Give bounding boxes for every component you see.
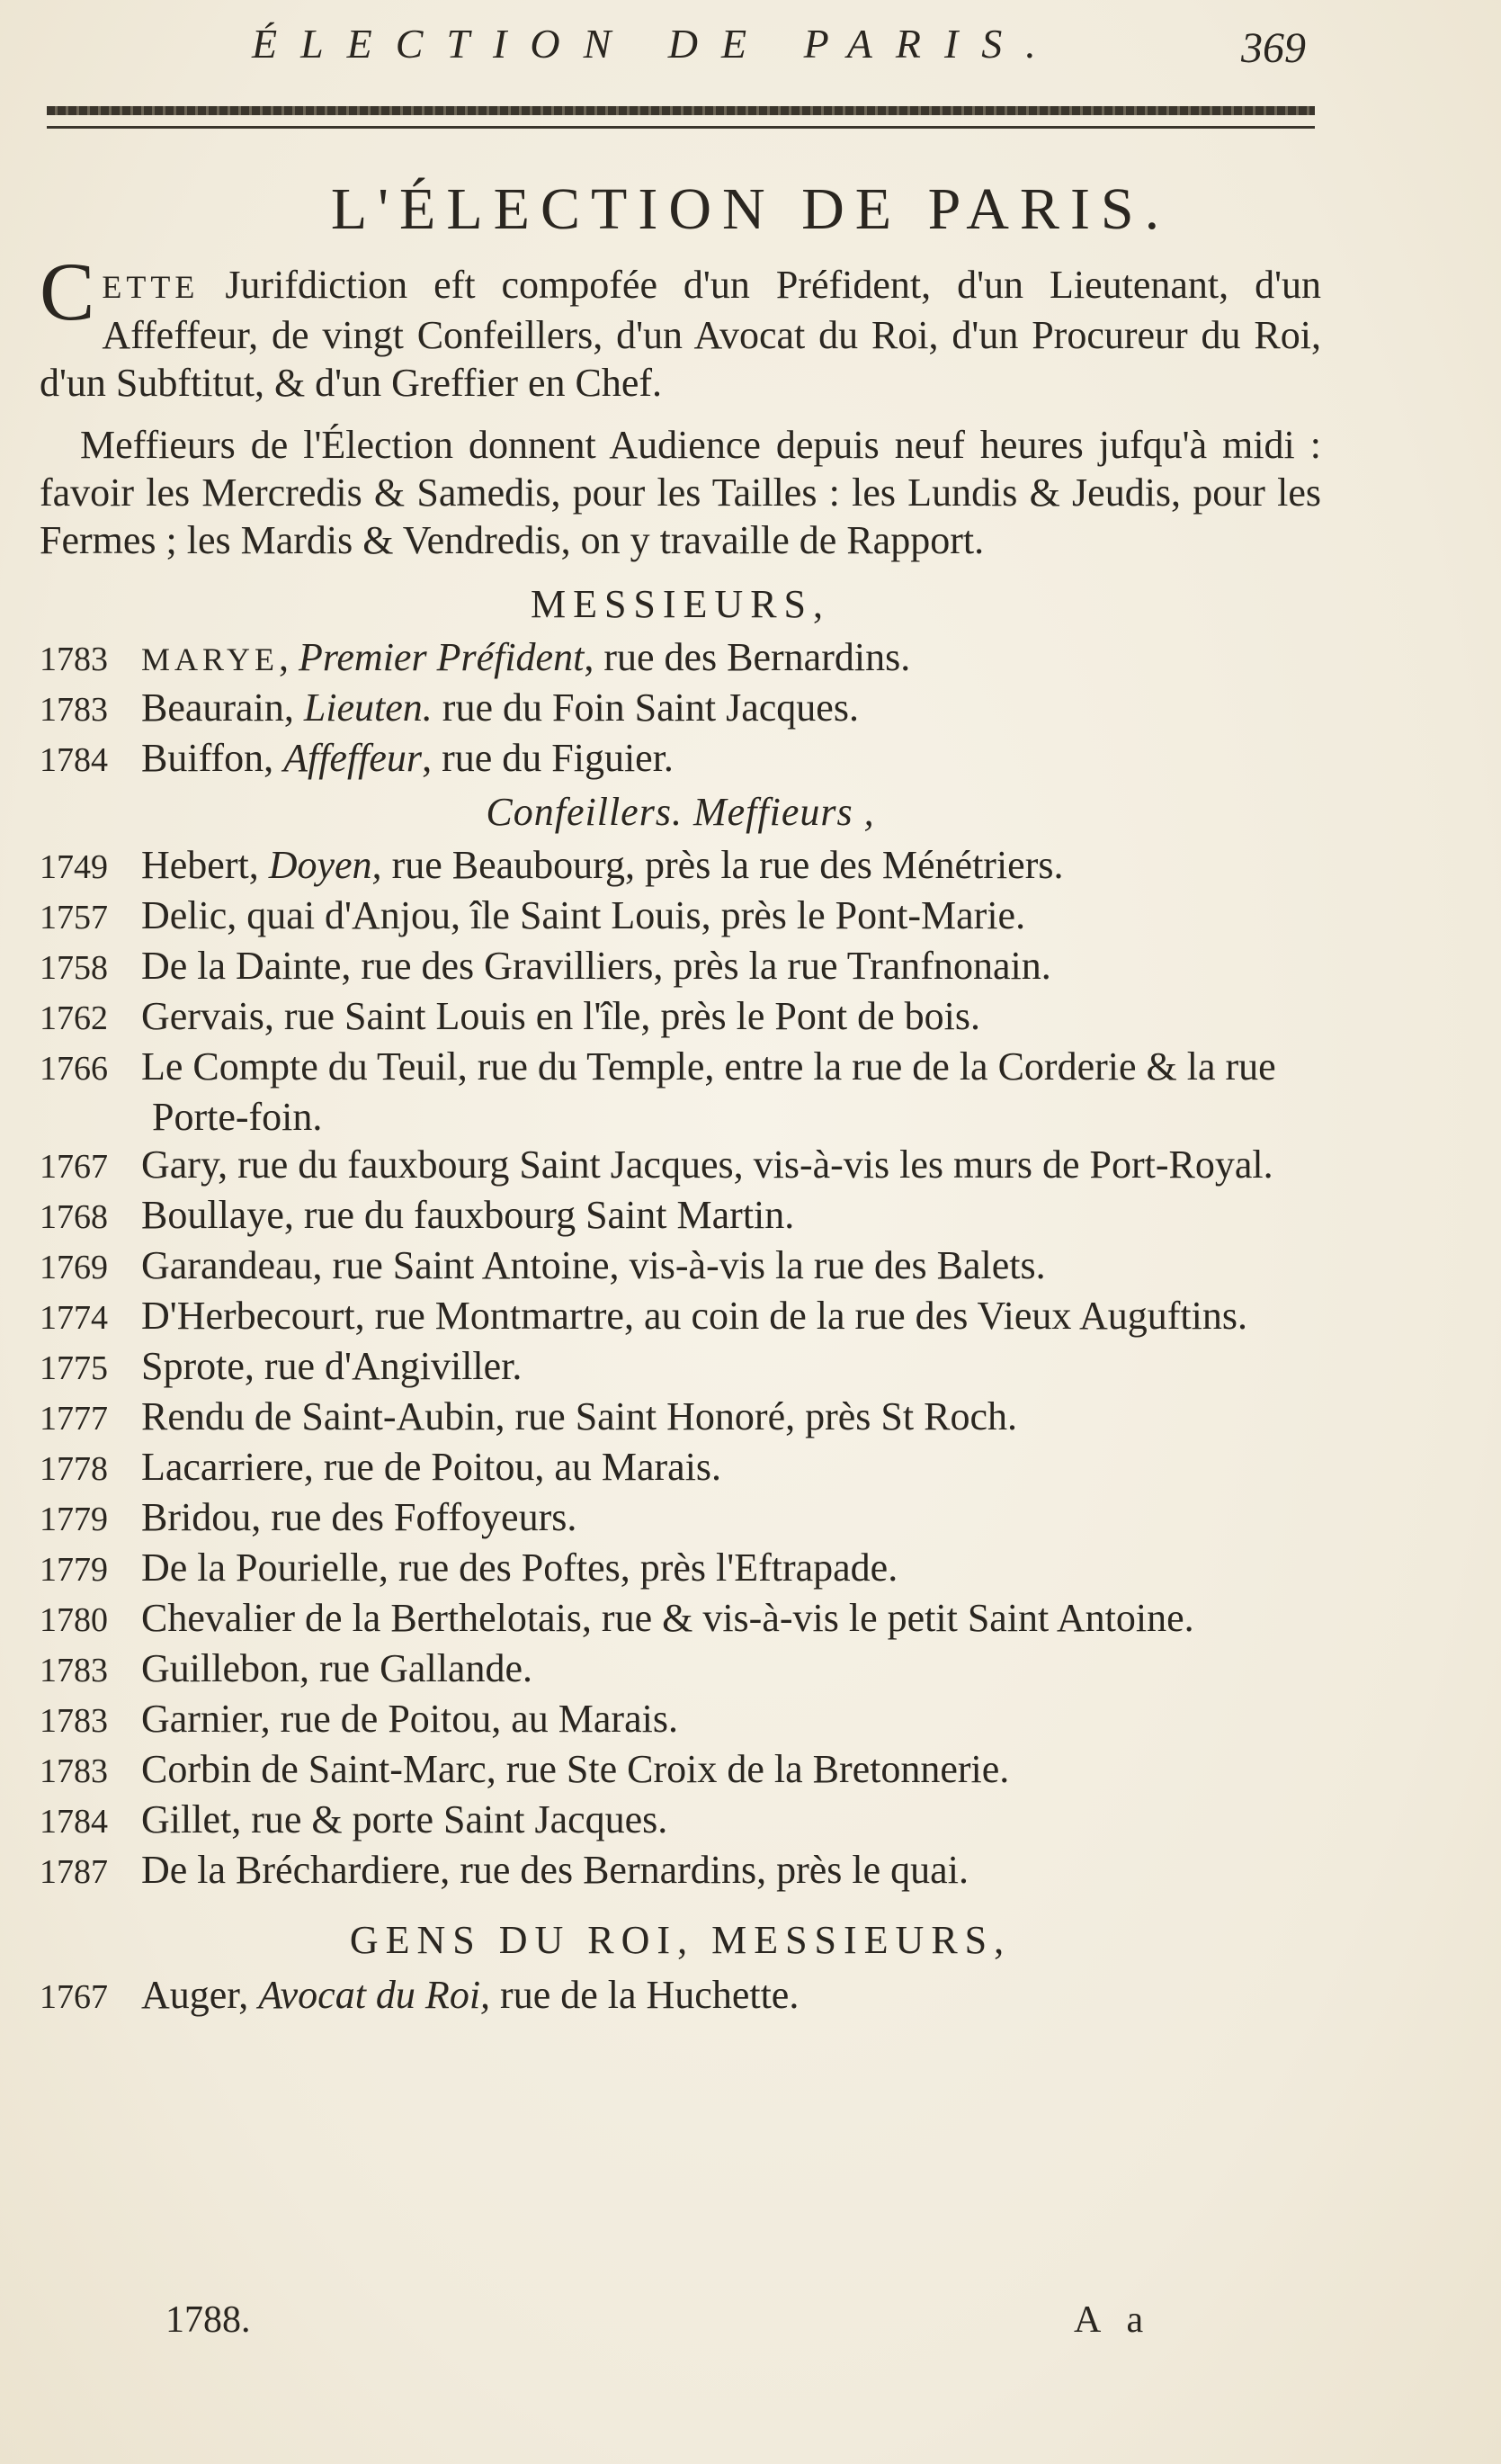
officer-entry: 1784 Buiffon, Affeffeur, rue du Figuier.	[40, 736, 674, 780]
councillor-entry: 1766 Le Compte du Teuil, rue du Temple, entre la rue de la Corderie & la rue Porte-foin.	[40, 1044, 1276, 1139]
officers-heading: MESSIEURS,	[530, 582, 831, 626]
kings-men-heading: GENS DU ROI, MESSIEURS,	[349, 1918, 1012, 1962]
councillor-entry: 1783 Corbin de Saint-Marc, rue Ste Croix de la Bretonnerie.	[40, 1747, 1010, 1791]
councillor-entry: 1777 Rendu de Saint-Aubin, rue Saint Honoré, près St Roch.	[40, 1394, 1017, 1438]
audience-paragraph: Meffieurs de l'Élection donnent Audience depuis neuf heures jufqu'à midi : favoir les Mercredis & Samedis, pour les Tailles : les Lundis & Jeudis, pour les Fermes ; les Mardis & Vendredis, on y travaille de Rapport.	[40, 423, 1321, 562]
intro-text: Jurifdiction eft compofée d'un Préfident, d'un Lieutenant, d'un Affeffeur, de vingt Confeillers, d'un Avocat du Roi, d'un Procureur du Roi, d'un Subftitut, & d'un Greffier en Chef.	[40, 263, 1321, 405]
councillor-entry: 1767 Gary, rue du fauxbourg Saint Jacques, vis-à-vis les murs de Port-Royal.	[40, 1142, 1273, 1187]
officers-list	[40, 633, 1321, 784]
councillor-entry: 1749 Hebert, Doyen, rue Beaubourg, près la rue des Ménétriers.	[40, 843, 1064, 887]
councillor-entry: 1775 Sprote, rue d'Angiviller.	[40, 1344, 523, 1388]
page-number: 369	[1241, 24, 1306, 72]
intro-paragraph	[40, 246, 1321, 407]
councillor-entry: 1769 Garandeau, rue Saint Antoine, vis-à-vis la rue des Balets.	[40, 1243, 1046, 1287]
councillor-entry: 1757 Delic, quai d'Anjou, île Saint Louis, près le Pont-Marie.	[40, 893, 1026, 937]
councillor-entry: 1787 De la Bréchardiere, rue des Bernardins, près le quai.	[40, 1848, 969, 1892]
councillor-entry: 1758 De la Dainte, rue des Gravilliers, près la rue Tranfnonain.	[40, 944, 1051, 988]
councillor-entry: 1762 Gervais, rue Saint Louis en l'île, près le Pont de bois.	[40, 994, 980, 1038]
lead-word: ETTE	[102, 269, 200, 305]
councillor-entry: 1783 Guillebon, rue Gallande.	[40, 1646, 532, 1690]
thin-rule	[47, 126, 1315, 129]
councillor-entry: 1784 Gillet, rue & porte Saint Jacques.	[40, 1797, 668, 1841]
councillor-entry: 1780 Chevalier de la Berthelotais, rue & vis-à-vis le petit Saint Antoine.	[40, 1596, 1194, 1640]
councillor-entry: 1778 Lacarriere, rue de Poitou, au Marais.	[40, 1445, 722, 1489]
councillor-entry: 1783 Garnier, rue de Poitou, au Marais.	[40, 1697, 678, 1741]
officer-entry: 1783 Beaurain, Lieuten. rue du Foin Saint Jacques.	[40, 685, 859, 730]
drop-cap: C	[40, 246, 95, 337]
kings-man-entry: 1767 Auger, Avocat du Roi, rue de la Huchette.	[40, 1973, 800, 2017]
footer-year: 1788.	[165, 2299, 251, 2341]
ornamental-rule	[47, 106, 1315, 115]
kings-men-list	[40, 1971, 1321, 2021]
signature-mark: A a	[1074, 2299, 1153, 2341]
body-text	[40, 246, 1321, 2021]
councillor-entry: 1779 De la Pourielle, rue des Poftes, près l'Eftrapade.	[40, 1546, 898, 1590]
running-title: ÉLECTION DE PARIS.	[252, 21, 1059, 67]
councillors-list	[40, 841, 1321, 1896]
chapter-title: L'ÉLECTION DE PARIS.	[330, 176, 1171, 242]
councillors-heading: Confeillers. Meffieurs ,	[486, 790, 875, 834]
councillor-entry: 1768 Boullaye, rue du fauxbourg Saint Martin.	[40, 1193, 795, 1237]
councillor-entry: 1774 D'Herbecourt, rue Montmartre, au coin de la rue des Vieux Auguftins.	[40, 1294, 1248, 1338]
officer-entry: 1783 MARYE, Premier Préfident, rue des Bernardins.	[40, 635, 911, 679]
councillor-entry: 1779 Bridou, rue des Foffoyeurs.	[40, 1495, 577, 1539]
